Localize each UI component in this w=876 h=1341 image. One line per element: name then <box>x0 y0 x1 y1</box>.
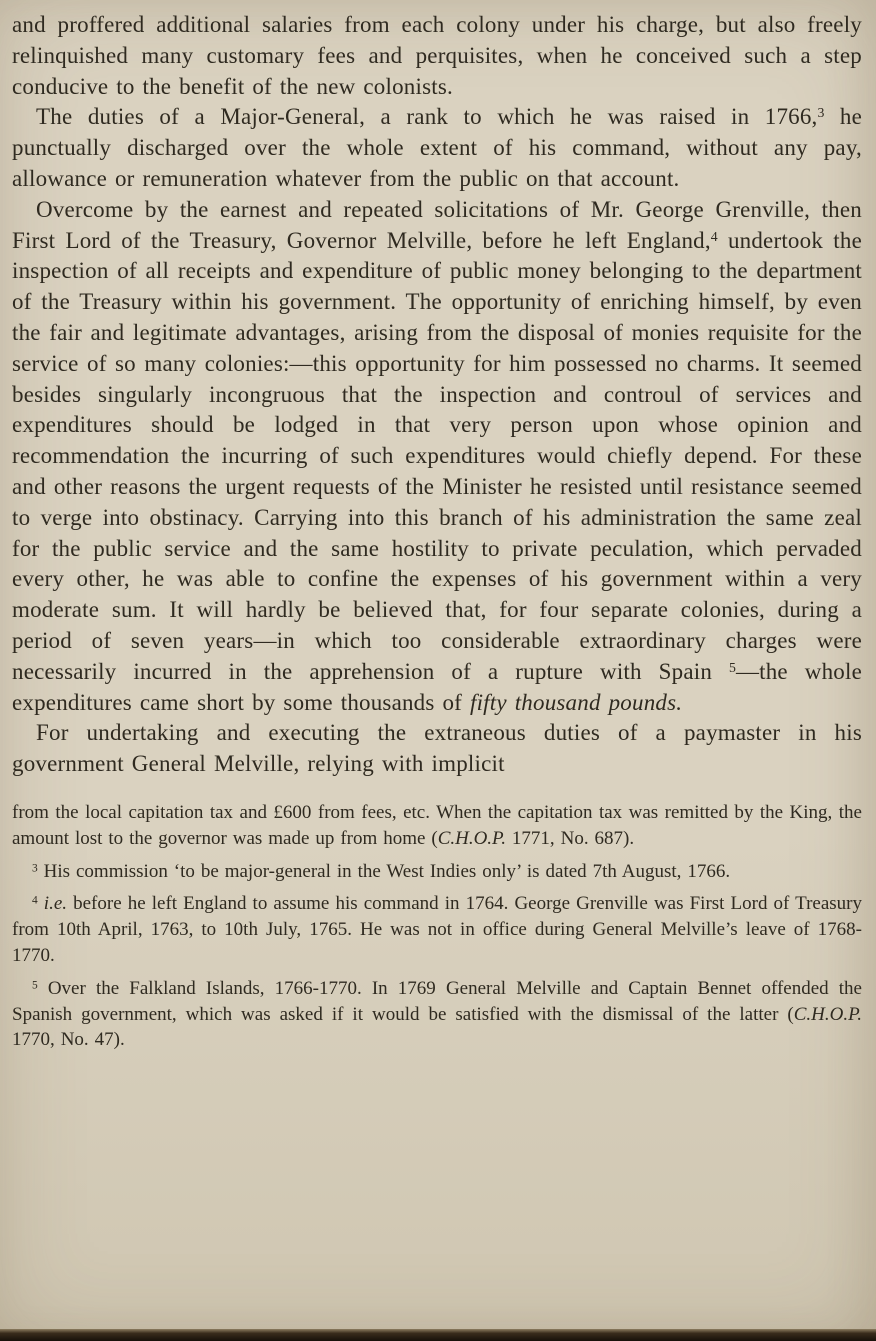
italic-text: fifty thousand pounds. <box>470 689 683 715</box>
footnote <box>12 800 862 852</box>
text-run: and proffered additional salaries from each colony under his charge, but also freely relinquished many customary fees and perquisites, when he conceived such a step conducive to the benefit of the new colonists. <box>12 12 862 99</box>
footnote <box>12 891 862 968</box>
italic-text: C.H.O.P. <box>793 1003 862 1025</box>
text-run: undertook the inspection of all receipts and expenditure of public money belonging to the department of the Treasury within his government. The opportunity of enriching himself, by even the fair and legitimate advantages, arising from the disposal of monies requisite for the service of so many colonies:—this opportunity for him possessed no charms. It seemed besides singularly incongruous that the inspection and controul of services and expenditures should be lodged in that very person upon whose opinion and recommendation the incurring of such expenditures would chiefly depend. For these and other reasons the urgent requests of the Minister he resisted until resistance seemed to verge into obstinacy. Carrying into this branch of his administration the same zeal for the public service and the same hostility to private peculation, which pervaded every other, he was able to confine the expenses of his government within a very moderate sum. It will hardly be believed that, for four separate colonies, during a period of seven years—in which too considerable extraordinary charges were necessarily incurred in the apprehension of a rupture with Spain <box>12 227 862 684</box>
page-bottom-edge-shadow <box>0 1329 876 1341</box>
body-paragraph <box>12 10 862 102</box>
footnote-marker: 3 <box>817 105 825 121</box>
footnote-marker: 5 <box>729 659 736 675</box>
body-paragraph <box>12 102 862 194</box>
text-run: 1770, No. 47). <box>12 1029 125 1051</box>
text-run: —the whole expenditures came short by some thousands of <box>12 658 862 715</box>
body-paragraph <box>12 195 862 719</box>
footnote-marker: 5 <box>32 979 38 992</box>
text-run: from the local capitation tax and £600 from fees, etc. When the capitation tax was remitted by the King, the amount lost to the governor was made up from home ( <box>12 801 862 849</box>
italic-text: C.H.O.P. <box>437 827 506 849</box>
footnotes-block <box>12 800 862 1053</box>
text-run: Over the Falkland Islands, 1766-1770. In 1769 General Melville and Captain Bennet offended the Spanish government, which was asked if it would be satisfied with the dismissal of the latter ( <box>12 977 862 1025</box>
text-run: The duties of a Major-General, a rank to which he was raised in 1766, <box>36 104 818 130</box>
footnote <box>12 859 862 885</box>
text-run: For undertaking and executing the extraneous duties of a paymaster in his government General Melville, relying with implicit <box>12 720 862 777</box>
footnote <box>12 976 862 1053</box>
text-run: His commission ‘to be major-general in the West Indies only’ is dated 7th August, 1766. <box>37 860 731 882</box>
footnote-marker: 3 <box>32 861 38 874</box>
text-run: he punctually discharged over the whole extent of his command, without any pay, allowance or remuneration whatever from the public on that account. <box>12 104 862 191</box>
text-run: 1771, No. 687). <box>505 827 635 849</box>
footnote-marker: 4 <box>32 894 38 907</box>
text-run: Overcome by the earnest and repeated solicitations of Mr. George Grenville, then First Lord of the Treasury, Governor Melville, before he left England, <box>12 196 862 253</box>
main-text-block <box>12 10 862 780</box>
body-paragraph <box>12 718 862 780</box>
text-run: before he left England to assume his command in 1764. George Grenville was First Lord of Treasury from 10th April, 1763, to 10th July, 1765. He was not in office during General Melville’s leave of 1768-1770. <box>12 893 862 966</box>
footnote-marker: 4 <box>710 228 718 244</box>
italic-text: i.e. <box>43 893 68 915</box>
